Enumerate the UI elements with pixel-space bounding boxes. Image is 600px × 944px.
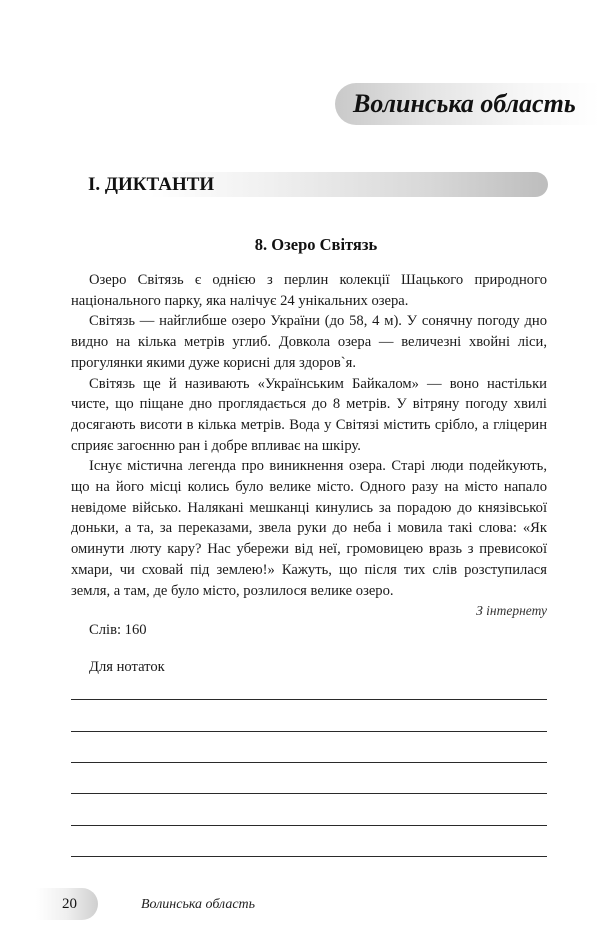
paragraph: Існує містична легенда про виникнення озера. Старі люди подейкують, що на його місці колись було велике місто. Одного разу на місто напало невідоме військо. Налякані мешканці кинулись за порадою до князівської доньки, а та, за переказами, звела руки до неба і мовила такі слова: «Як оминути люту кару? Нас убережи від неї, громовицею вразь з превисокої хмари, чи сховай під землею!» Кажуть, що після тих слів розступилася земля, а там, де було місто, розлилося велике озеро. <box>71 458 547 599</box>
note-line <box>71 793 547 794</box>
note-line <box>71 699 547 700</box>
notes-label: Для нотаток <box>89 659 165 676</box>
word-count: Слів: 160 <box>89 622 147 639</box>
note-line <box>71 856 547 857</box>
page-footer <box>0 888 600 944</box>
page-number: 20 <box>62 895 77 912</box>
paragraph: Світязь — найглибше озеро України (до 58, 4 м). У сонячну погоду дно видно на кілька метрів углиб. Довкола озера — величезні хвойні ліси, прогулянки якими дуже корисні для здоров`я. <box>71 313 547 371</box>
dictation-text <box>71 270 547 601</box>
section-title: І. ДИКТАНТИ <box>88 174 215 195</box>
note-line <box>71 825 547 826</box>
paragraph: Озеро Світязь є однією з перлин колекції Шацького природного національного парку, яка налічує 24 унікальних озера. <box>71 272 547 309</box>
dictation-title: 8. Озеро Світязь <box>254 235 378 254</box>
region-title: Волинська область <box>353 89 576 118</box>
paragraph: Світязь ще й називають «Українським Байкалом» — воно настільки чисте, що піщане дно проглядається до 8 метрів. У вітряну погоду хвилі досягають висоти в кілька метрів. Вода у Світязі містить срібло, а гліцерин сприяє загоєнню ран і добре впливає на шкіру. <box>71 375 547 454</box>
source-attribution: З інтернету <box>476 603 547 619</box>
content-column <box>71 234 547 857</box>
page-header <box>0 0 600 140</box>
running-footer: Волинська область <box>141 896 256 912</box>
note-line <box>71 731 547 732</box>
note-line <box>71 762 547 763</box>
section-header <box>0 172 600 234</box>
notes-area <box>71 677 547 857</box>
